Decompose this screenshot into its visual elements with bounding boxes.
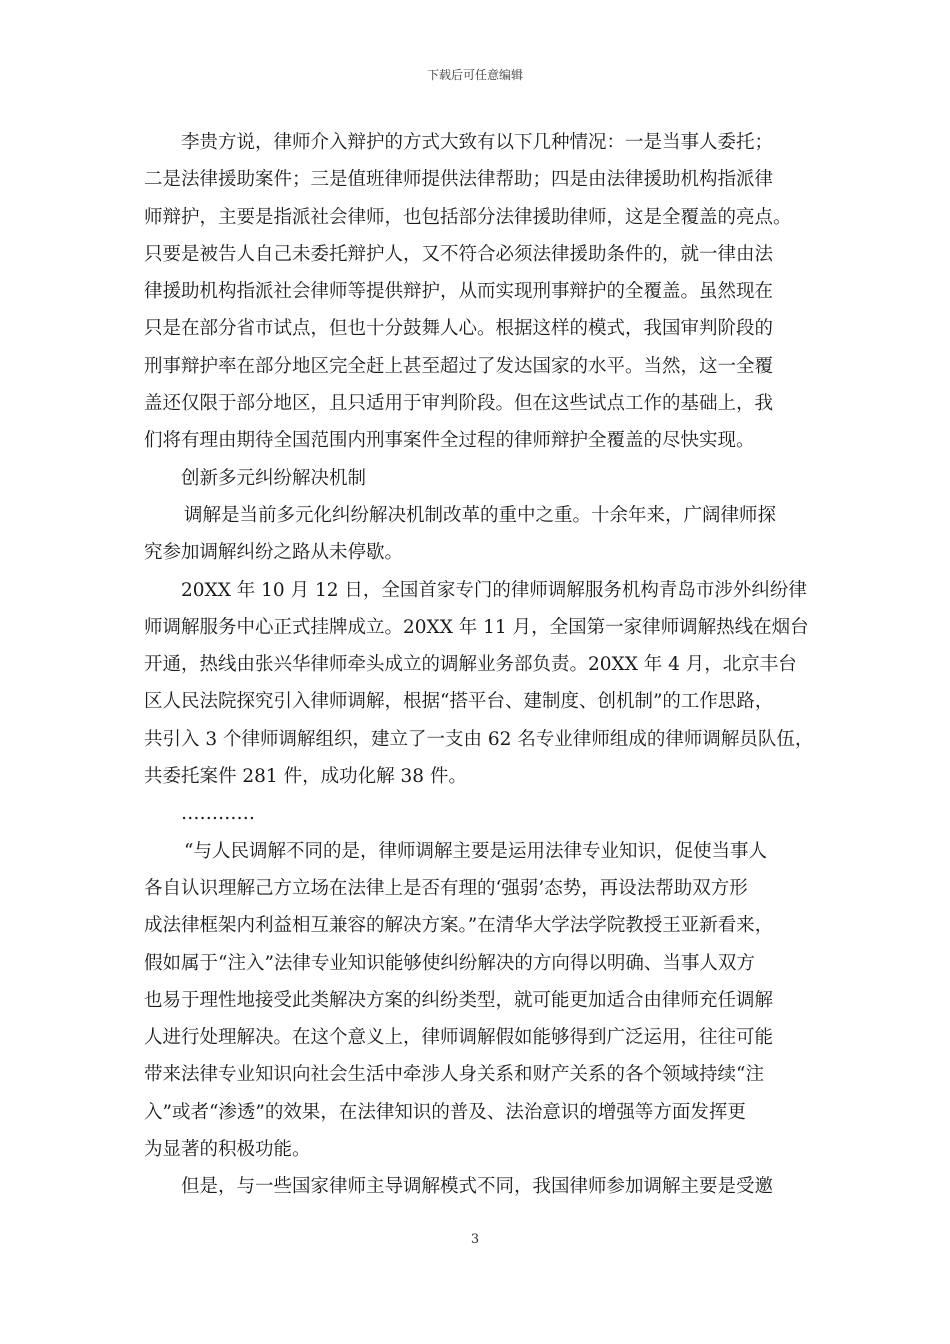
paragraph-line: 律援助机构指派社会律师等提供辩护，从而实现刑事辩护的全覆盖。虽然现在 xyxy=(144,281,774,303)
paragraph-line: 调解是当前多元化纠纷解决机制改革的重中之重。十余年来，广阔律师探 xyxy=(184,504,777,526)
paragraph-line: 也易于理性地接受此类解决方案的纠纷类型，就可能更加适合由律师充任调解 xyxy=(144,989,774,1011)
paragraph-line: 假如属于“注入”法律专业知识能够使纠纷解决的方向得以明确、当事人双方 xyxy=(144,952,755,974)
paragraph-line: 盖还仅限于部分地区，且只适用于审判阶段。但在这些试点工作的基础上，我 xyxy=(144,393,774,415)
paragraph-line: 开通，热线由张兴华律师牵头成立的调解业务部负责。20XX 年 4 月，北京丰台 xyxy=(144,654,797,676)
paragraph-line: 人进行处理解决。在这个意义上，律师调解假如能够得到广泛运用，往往可能 xyxy=(144,1027,774,1049)
paragraph-line: 二是法律援助案件；三是值班律师提供法律帮助；四是由法律援助机构指派律 xyxy=(144,169,774,191)
ellipsis-separator: ………… xyxy=(181,803,255,825)
paragraph-line: 师调解服务中心正式挂牌成立。20XX 年 11 月，全国第一家律师调解热线在烟台 xyxy=(144,616,809,638)
paragraph-line: 共引入 3 个律师调解组织，建立了一支由 62 名专业律师组成的律师调解员队伍， xyxy=(144,728,814,750)
paragraph-line: 只是在部分省市试点，但也十分鼓舞人心。根据这样的模式，我国审判阶段的 xyxy=(144,318,774,340)
paragraph-line: 区人民法院探究引入律师调解，根据“搭平台、建制度、创机制”的工作思路， xyxy=(144,691,774,713)
paragraph-line: 为显著的积极功能。 xyxy=(144,1139,311,1161)
paragraph-line: 刑事辩护率在部分地区完全赶上甚至超过了发达国家的水平。当然，这一全覆 xyxy=(144,355,774,377)
paragraph-line: 入”或者“渗透”的效果，在法律知识的普及、法治意识的增强等方面发挥更 xyxy=(144,1101,746,1123)
paragraph-line: 们将有理由期待全国范围内刑事案件全过程的律师辩护全覆盖的尽快实现。 xyxy=(144,430,755,452)
paragraph-line: 师辩护，主要是指派社会律师，也包括部分法律援助律师，这是全覆盖的亮点。 xyxy=(144,206,792,228)
paragraph-line: 各自认识理解己方立场在法律上是否有理的‘强弱’态势，再设法帮助双方形 xyxy=(144,877,748,899)
document-body xyxy=(144,124,814,1206)
section-heading: 创新多元纠纷解决机制 xyxy=(181,467,367,489)
paragraph-line: “与人民调解不同的是，律师调解主要是运用法律专业知识，促使当事人 xyxy=(184,840,767,862)
paragraph-line: 共委托案件 281 件，成功化解 38 件。 xyxy=(144,766,467,788)
paragraph-line: 成法律框架内利益相互兼容的解决方案。”在清华大学法学院教授王亚新看来， xyxy=(144,915,774,937)
page-header: 下载后可任意编辑 xyxy=(426,68,523,82)
paragraph-line: 只要是被告人自己未委托辩护人，又不符合必须法律援助条件的，就一律由法 xyxy=(144,243,774,265)
paragraph-line: 20XX 年 10 月 12 日，全国首家专门的律师调解服务机构青岛市涉外纠纷律 xyxy=(181,579,807,601)
page-number: 3 xyxy=(470,1232,480,1247)
paragraph-line: 但是，与一些国家律师主导调解模式不同，我国律师参加调解主要是受邀 xyxy=(181,1176,774,1198)
paragraph-line: 带来法律专业知识向社会生活中牵涉人身关系和财产关系的各个领域持续“注 xyxy=(144,1064,764,1086)
paragraph-line: 李贵方说，律师介入辩护的方式大致有以下几种情况：一是当事人委托； xyxy=(181,132,774,153)
paragraph-line: 究参加调解纠纷之路从未停歇。 xyxy=(144,542,404,564)
